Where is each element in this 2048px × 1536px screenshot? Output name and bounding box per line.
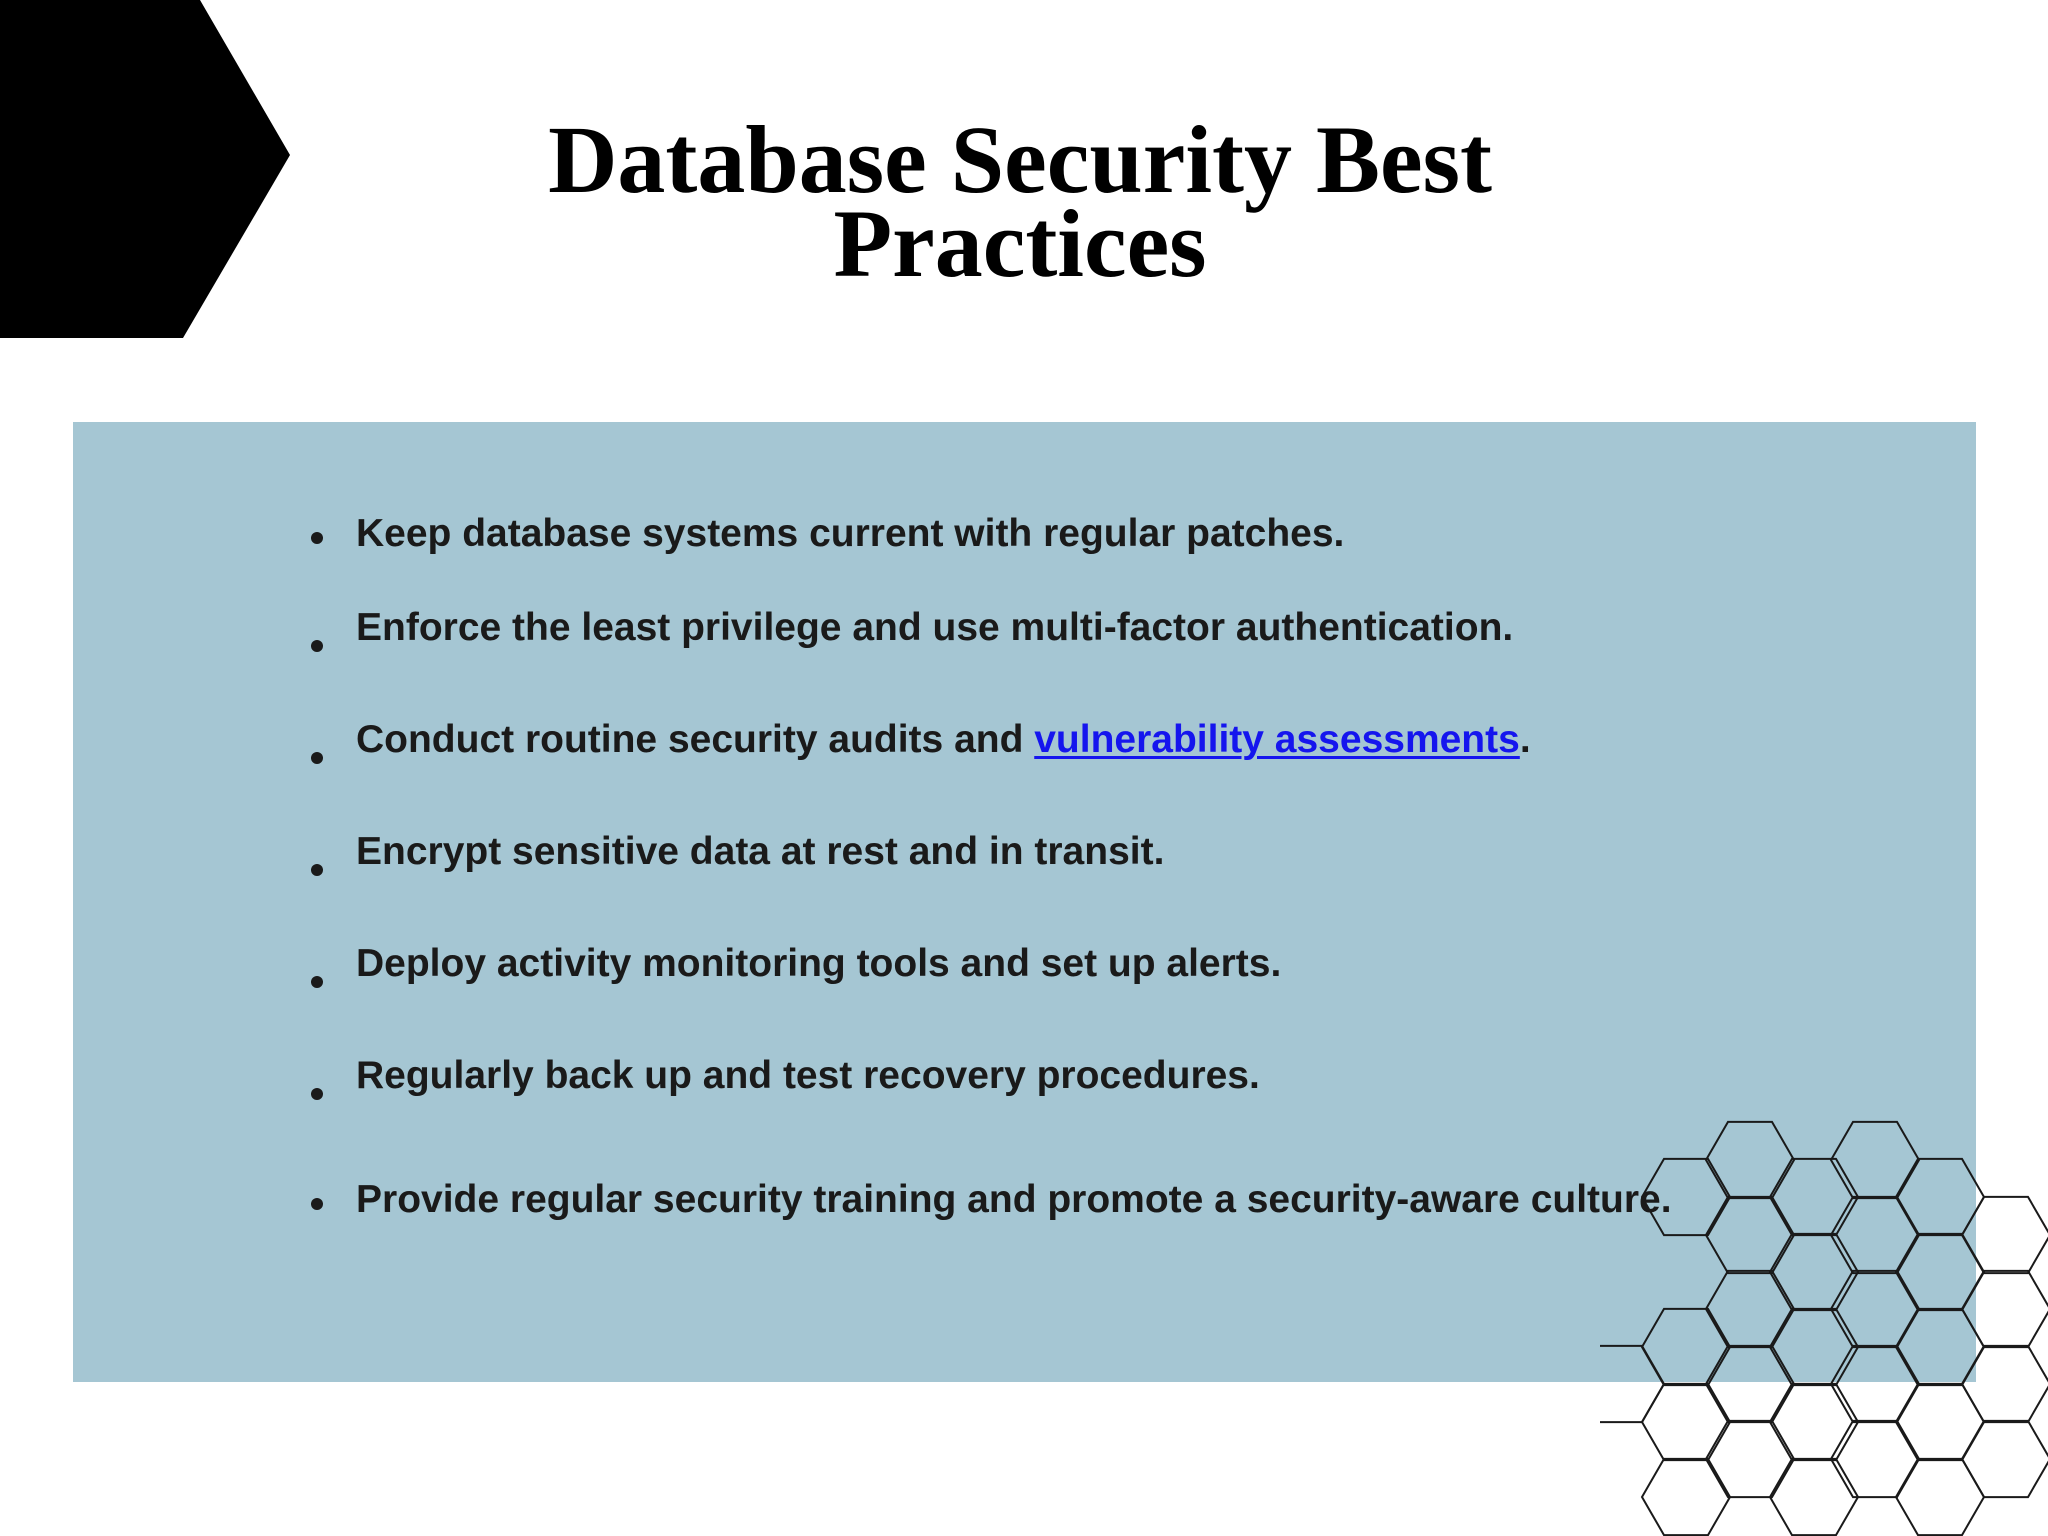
hexagon-shape [1642, 1384, 1730, 1460]
hexagon-shape [1706, 1271, 1794, 1347]
bullet-dot [311, 532, 323, 544]
bullet-dot [311, 976, 323, 988]
bullet-text-before: Conduct routine security audits and [356, 718, 1035, 761]
bullet-item [356, 1048, 1786, 1104]
bullet-text: Regularly back up and test recovery procedures. [356, 1054, 1260, 1097]
hexagon-shape [1706, 1346, 1794, 1422]
bullet-dot [311, 640, 323, 652]
hexagon-shape [1962, 1271, 2048, 1347]
vulnerability-assessments-link[interactable]: vulnerability assessments [1034, 718, 1520, 761]
hexagon-shape [1896, 1459, 1984, 1535]
bullet-text: Encrypt sensitive data at rest and in transit. [356, 830, 1165, 873]
bullet-text-after: . [1519, 718, 1531, 761]
bullet-dot [311, 1198, 323, 1210]
bullet-text: Keep database systems current with regular patches. [356, 512, 1345, 555]
bullet-text: Deploy activity monitoring tools and set up alerts. [356, 942, 1282, 985]
hexagon-shape [1831, 1122, 1919, 1198]
hexagon-shape [1770, 1459, 1858, 1535]
hexagon-shape [1831, 1197, 1919, 1273]
hexagon-shape [1770, 1234, 1858, 1310]
hexagon-shape [1831, 1421, 1919, 1497]
bullet-item [356, 936, 1786, 992]
hexagon-shape [1896, 1384, 1984, 1460]
bullet-dot [311, 1088, 323, 1100]
title-line-1: Database Security Best [548, 106, 1492, 213]
bullet-text: Enforce the least privilege and use multi-factor authentication. [356, 606, 1514, 649]
hexagon-shape [1642, 1459, 1730, 1535]
hexagon-shape [1706, 1197, 1794, 1273]
hexagon-shape [1770, 1159, 1858, 1235]
hexagon-shape [1706, 1421, 1794, 1497]
corner-arrow-shape [0, 0, 300, 340]
bullet-text: Provide regular security training and promote a security-aware culture. [356, 1178, 1672, 1221]
bullet-item [356, 506, 1786, 562]
bullet-dot [311, 864, 323, 876]
hexagon-shape [1962, 1421, 2048, 1497]
hexagon-shape [1896, 1309, 1984, 1385]
hexagon-shape [1896, 1234, 1984, 1310]
hexagon-shape [1962, 1197, 2048, 1273]
hexagon-shape [1770, 1309, 1858, 1385]
bullet-item [356, 600, 1786, 656]
bullet-item [356, 712, 1786, 768]
hexagon-shape [1896, 1159, 1984, 1235]
hexagon-shape [1831, 1271, 1919, 1347]
hexagon-shape [1770, 1384, 1858, 1460]
hexagon-shape [1706, 1122, 1794, 1198]
bullet-item [356, 1172, 1776, 1228]
hexagon-shape [1831, 1346, 1919, 1422]
hexagon-pattern-decoration [1600, 1110, 2048, 1536]
hexagon-shape [1600, 1346, 1664, 1422]
hexagon-shape [1642, 1159, 1730, 1235]
title-line-2: Practices [833, 190, 1207, 297]
slide-title [380, 106, 1660, 297]
hexagon-shape [1642, 1309, 1730, 1385]
bullet-item [356, 824, 1786, 880]
bullet-dot [311, 752, 323, 764]
hexagon-shape [1962, 1346, 2048, 1422]
